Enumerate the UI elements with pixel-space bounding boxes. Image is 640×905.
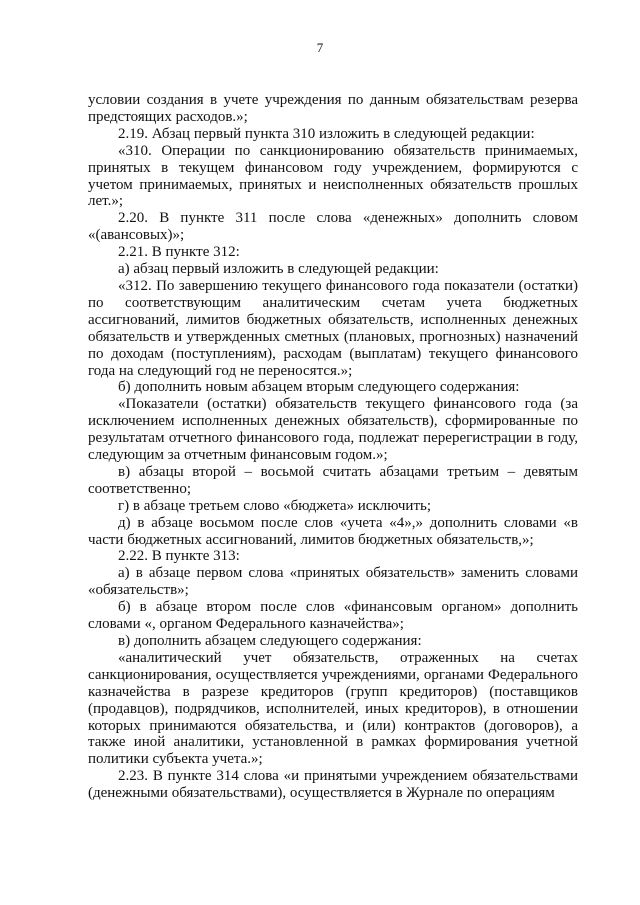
paragraph: условии создания в учете учреждения по данным обязательствам резерва предстоящих расходов.»; [88,92,578,125]
paragraph: г) в абзаце третьем слово «бюджета» исключить; [118,497,432,514]
paragraph: «310. Операции по санкционированию обязательств принимаемых, принятых в текущем финансовом году учреждением, формируются с учетом принимаемых, принятых и неисполненных обязательств прошлых лет.»; [88,142,578,210]
paragraph: 2.22. В пункте 313: [118,548,240,565]
paragraph: «Показатели (остатки) обязательств текущего финансового года (за исключением исполненных денежных обязательств), сформированные по результатам отчетного финансового года, подлежат перерегистрации в году, следующим за отчетным финансовым годом.»; [88,396,578,464]
paragraph: а) в абзаце первом слова «принятых обязательств» заменить словами «обязательств»; [88,565,578,599]
paragraph: 2.20. В пункте 311 после слова «денежных» дополнить словом «(авансовых)»; [88,210,578,244]
paragraph: б) дополнить новым абзацем вторым следующего содержания: [118,379,520,396]
paragraph: в) абзацы второй – восьмой считать абзацами третьим – девятым соответственно; [88,463,578,497]
paragraph: 2.21. В пункте 312: [118,244,240,261]
paragraph: «аналитический учет обязательств, отраженных на счетах санкционирования, осуществляется учреждениями, органами Федерального казначейства в разрезе кредиторов (групп кредиторов) (поставщиков (продавцов), подрядчиков, исполнителей, иных кредиторов), в отношении которых принимаются обязательства, и (или) контрактов (договоров), а также иной аналитики, установленной в рамках формирования учетной политики субъекта учета.»; [88,649,578,768]
page-number: 7 [316,40,324,55]
paragraph: «312. По завершению текущего финансового года показатели (остатки) по соответствующим аналитическим счетам учета бюджетных ассигнований, лимитов бюджетных обязательств, исполненных денежных обязательств и утвержденных сметных (плановых, прогнозных) назначений по доходам (поступлениям), расходам (выплатам) текущего финансового года на следующий год не переносятся.»; [88,277,578,379]
paragraph: в) дополнить абзацем следующего содержания: [118,633,422,649]
document-body [88,92,578,802]
paragraph: д) в абзаце восьмом после слов «учета «4»,» дополнить словами «в части бюджетных ассигнований, лимитов бюджетных обязательств,»; [88,514,578,548]
paragraph: а) абзац первый изложить в следующей редакции: [118,261,439,278]
paragraph: 2.19. Абзац первый пункта 310 изложить в следующей редакции: [118,125,535,142]
paragraph: б) в абзаце втором после слов «финансовым органом» дополнить словами «, органом Федерального казначейства»; [88,599,578,633]
paragraph: 2.23. В пункте 314 слова «и принятыми учреждением обязательствами (денежными обязательствами), осуществляется в Журнале по операциям [88,768,578,802]
